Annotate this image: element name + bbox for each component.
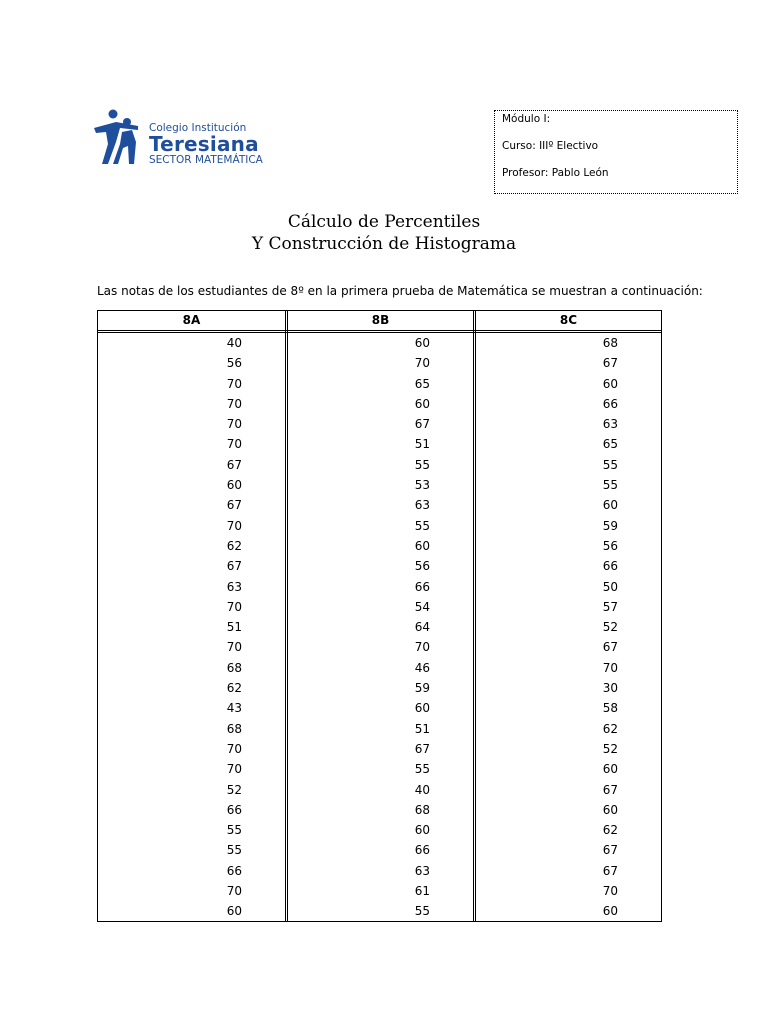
grade-cell: 60 xyxy=(226,478,242,493)
grade-cell: 60 xyxy=(602,376,618,391)
grade-cell: 51 xyxy=(414,721,430,736)
grade-cell: 54 xyxy=(414,599,430,614)
grade-cell: 66 xyxy=(226,863,242,878)
grade-cell: 66 xyxy=(602,559,618,574)
grade-cell: 67 xyxy=(602,356,618,371)
header-8a: 8A xyxy=(182,313,201,327)
grade-cell: 70 xyxy=(226,599,242,614)
grade-cell: 68 xyxy=(226,721,242,736)
grade-cell: 55 xyxy=(414,904,430,919)
grade-cell: 55 xyxy=(602,478,618,493)
grade-cell: 67 xyxy=(602,782,618,797)
grade-cell: 70 xyxy=(226,518,242,533)
grade-cell: 70 xyxy=(602,884,618,899)
grade-cell: 67 xyxy=(602,843,618,858)
page-title: Cálculo de Percentiles xyxy=(287,212,481,232)
grade-cell: 62 xyxy=(602,721,618,736)
course-label: Curso: IIIº Electivo xyxy=(502,140,599,152)
grade-cell: 62 xyxy=(602,823,618,838)
grade-cell: 65 xyxy=(414,376,430,391)
grade-cell: 66 xyxy=(414,843,430,858)
teacher-label: Profesor: Pablo León xyxy=(502,167,609,179)
grade-cell: 60 xyxy=(414,701,430,716)
module-label: Módulo I: xyxy=(502,113,551,125)
grade-cell: 59 xyxy=(414,681,430,696)
grade-cell: 60 xyxy=(602,904,618,919)
grade-cell: 70 xyxy=(226,884,242,899)
grade-cell: 68 xyxy=(414,802,430,817)
grade-cell: 60 xyxy=(414,396,430,411)
grade-cell: 60 xyxy=(414,823,430,838)
grade-cell: 51 xyxy=(226,620,242,635)
grade-cell: 70 xyxy=(226,762,242,777)
students-figures-icon xyxy=(92,108,148,172)
grade-cell: 60 xyxy=(414,538,430,553)
grade-cell: 65 xyxy=(602,437,618,452)
grade-cell: 55 xyxy=(414,518,430,533)
grade-cell: 67 xyxy=(602,863,618,878)
grade-cell: 70 xyxy=(226,376,242,391)
logo-teresiana: Teresiana xyxy=(149,132,259,156)
header-8b: 8B xyxy=(371,313,390,327)
grade-cell: 51 xyxy=(414,437,430,452)
grade-cell: 61 xyxy=(414,884,430,899)
grade-cell: 67 xyxy=(414,417,430,432)
grade-cell: 63 xyxy=(226,579,242,594)
grade-cell: 52 xyxy=(602,620,618,635)
course-info-box xyxy=(494,110,738,194)
grade-cell: 56 xyxy=(602,538,618,553)
grade-cell: 30 xyxy=(602,681,618,696)
grade-cell: 68 xyxy=(226,660,242,675)
logo-wordmark xyxy=(149,122,263,167)
intro-text: Las notas de los estudiantes de 8º en la primera prueba de Matemática se muestran a continuación: xyxy=(97,284,703,298)
grade-cell: 58 xyxy=(602,701,618,716)
grade-cell: 70 xyxy=(414,640,430,655)
grade-cell: 59 xyxy=(602,518,618,533)
grade-cell: 66 xyxy=(414,579,430,594)
logo-sector: SECTOR MATEMÁTICA xyxy=(149,154,263,166)
grade-cell: 66 xyxy=(602,396,618,411)
grade-cell: 43 xyxy=(226,701,242,716)
grade-cell: 62 xyxy=(226,681,242,696)
grade-cell: 53 xyxy=(414,478,430,493)
grade-cell: 52 xyxy=(602,741,618,756)
grade-cell: 62 xyxy=(226,538,242,553)
grade-cell: 70 xyxy=(226,437,242,452)
header-8c: 8C xyxy=(559,313,578,327)
grade-cell: 63 xyxy=(602,417,618,432)
grade-cell: 66 xyxy=(226,802,242,817)
column-8b xyxy=(288,333,430,922)
column-8c xyxy=(476,333,618,922)
grade-cell: 40 xyxy=(226,336,242,350)
grade-cell: 55 xyxy=(226,823,242,838)
grade-cell: 68 xyxy=(602,336,618,350)
grade-cell: 70 xyxy=(226,640,242,655)
grade-cell: 60 xyxy=(602,802,618,817)
grade-cell: 60 xyxy=(226,904,242,919)
grade-cell: 70 xyxy=(414,356,430,371)
grade-cell: 70 xyxy=(226,741,242,756)
grade-cell: 67 xyxy=(226,559,242,574)
grade-cell: 55 xyxy=(602,457,618,472)
grade-cell: 55 xyxy=(414,457,430,472)
logo-school-name: Colegio Institución xyxy=(149,122,247,134)
grades-table xyxy=(97,310,662,922)
grade-cell: 67 xyxy=(602,640,618,655)
grade-cell: 56 xyxy=(414,559,430,574)
grade-cell: 60 xyxy=(602,762,618,777)
grade-cell: 46 xyxy=(414,660,430,675)
grade-cell: 52 xyxy=(226,782,242,797)
school-logo xyxy=(92,108,272,172)
grade-cell: 67 xyxy=(414,741,430,756)
grade-cell: 67 xyxy=(226,457,242,472)
grade-cell: 70 xyxy=(226,417,242,432)
grade-cell: 50 xyxy=(602,579,618,594)
grade-cell: 63 xyxy=(414,498,430,513)
grade-cell: 70 xyxy=(602,660,618,675)
grade-cell: 67 xyxy=(226,498,242,513)
grade-cell: 40 xyxy=(414,782,430,797)
grade-cell: 60 xyxy=(602,498,618,513)
grade-cell: 55 xyxy=(226,843,242,858)
grade-cell: 56 xyxy=(226,356,242,371)
grade-cell: 64 xyxy=(414,620,430,635)
grade-cell: 60 xyxy=(414,336,430,350)
page-subtitle: Y Construcción de Histograma xyxy=(251,234,517,254)
grade-cell: 63 xyxy=(414,863,430,878)
grade-cell: 70 xyxy=(226,396,242,411)
column-8a xyxy=(98,333,242,922)
grade-cell: 55 xyxy=(414,762,430,777)
grade-cell: 57 xyxy=(602,599,618,614)
